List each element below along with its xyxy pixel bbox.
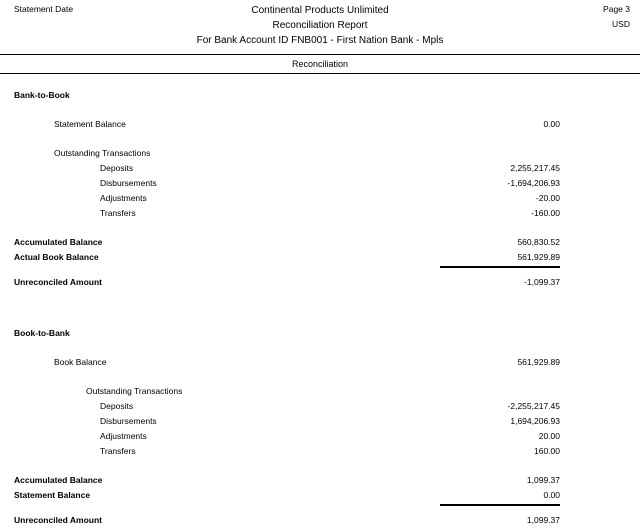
currency-label: USD bbox=[612, 19, 630, 29]
company-name: Continental Products Unlimited bbox=[251, 5, 389, 16]
row-label: Unreconciled Amount bbox=[14, 277, 102, 287]
row-label: Deposits bbox=[100, 401, 134, 411]
table-row bbox=[0, 357, 640, 372]
row-amount: -2,255,217.45 bbox=[507, 401, 560, 411]
table-row-total bbox=[0, 237, 640, 252]
row-label: Outstanding Transactions bbox=[54, 148, 151, 158]
table-row-unreconciled bbox=[0, 515, 640, 530]
bank-account-subtitle: For Bank Account ID FNB001 - First Nation Bank - Mpls bbox=[196, 35, 444, 46]
row-amount: -1,694,206.93 bbox=[507, 178, 560, 188]
section-heading-bank-to-book bbox=[0, 90, 640, 105]
report-header bbox=[0, 0, 640, 54]
spacer bbox=[0, 292, 640, 314]
row-label: Unreconciled Amount bbox=[14, 515, 102, 525]
table-row-total bbox=[0, 252, 640, 267]
table-row bbox=[0, 401, 640, 416]
row-amount: 1,099.37 bbox=[526, 475, 560, 485]
report-titles bbox=[0, 0, 640, 48]
table-row-total bbox=[0, 490, 640, 505]
row-amount: 0.00 bbox=[543, 119, 560, 129]
row-amount: 20.00 bbox=[538, 431, 560, 441]
table-row bbox=[0, 386, 640, 401]
row-amount: 1,099.37 bbox=[526, 515, 560, 525]
reconciliation-section-title: Reconciliation bbox=[291, 59, 349, 69]
statement-date-label: Statement Date bbox=[14, 4, 74, 14]
row-amount: 561,929.89 bbox=[517, 252, 560, 262]
row-amount: -20.00 bbox=[535, 193, 560, 203]
row-label: Book Balance bbox=[54, 357, 107, 367]
row-amount: -1,099.37 bbox=[524, 277, 560, 287]
row-label: Accumulated Balance bbox=[14, 237, 103, 247]
row-label: Deposits bbox=[100, 163, 134, 173]
row-amount: 0.00 bbox=[543, 490, 560, 500]
table-row-unreconciled bbox=[0, 277, 640, 292]
section-heading-book-to-bank bbox=[0, 328, 640, 343]
row-amount: 561,929.89 bbox=[517, 357, 560, 367]
page-number: Page 3 bbox=[603, 4, 630, 14]
report-title: Reconciliation Report bbox=[272, 20, 368, 31]
spacer bbox=[0, 461, 640, 475]
row-label: Adjustments bbox=[100, 193, 147, 203]
row-label: Disbursements bbox=[100, 416, 157, 426]
spacer bbox=[0, 223, 640, 237]
table-row bbox=[0, 163, 640, 178]
row-amount: -160.00 bbox=[531, 208, 560, 218]
row-label: Disbursements bbox=[100, 178, 157, 188]
row-label: Outstanding Transactions bbox=[86, 386, 183, 396]
spacer bbox=[0, 343, 640, 357]
table-row bbox=[0, 431, 640, 446]
row-label: Statement Balance bbox=[14, 490, 91, 500]
spacer bbox=[0, 105, 640, 119]
row-amount: 1,694,206.93 bbox=[510, 416, 560, 426]
section-label: Book-to-Bank bbox=[14, 328, 70, 338]
row-label: Actual Book Balance bbox=[14, 252, 99, 262]
table-row bbox=[0, 193, 640, 208]
row-label: Accumulated Balance bbox=[14, 475, 103, 485]
row-amount: 160.00 bbox=[534, 446, 560, 456]
table-row bbox=[0, 416, 640, 431]
table-row bbox=[0, 119, 640, 134]
row-amount: 2,255,217.45 bbox=[510, 163, 560, 173]
spacer bbox=[0, 505, 640, 515]
section-label: Bank-to-Book bbox=[14, 90, 70, 100]
total-underline bbox=[440, 266, 560, 268]
spacer bbox=[0, 134, 640, 148]
spacer bbox=[0, 372, 640, 386]
table-row bbox=[0, 178, 640, 193]
row-label: Adjustments bbox=[100, 431, 147, 441]
table-row-total bbox=[0, 475, 640, 490]
row-label: Transfers bbox=[100, 446, 136, 456]
spacer bbox=[0, 267, 640, 277]
total-underline bbox=[440, 504, 560, 506]
table-row bbox=[0, 148, 640, 163]
table-row bbox=[0, 446, 640, 461]
report-body bbox=[0, 74, 640, 530]
spacer bbox=[0, 314, 640, 328]
row-label: Transfers bbox=[100, 208, 136, 218]
spacer bbox=[0, 76, 640, 90]
table-row bbox=[0, 208, 640, 223]
row-label: Statement Balance bbox=[54, 119, 126, 129]
row-amount: 560,830.52 bbox=[517, 237, 560, 247]
